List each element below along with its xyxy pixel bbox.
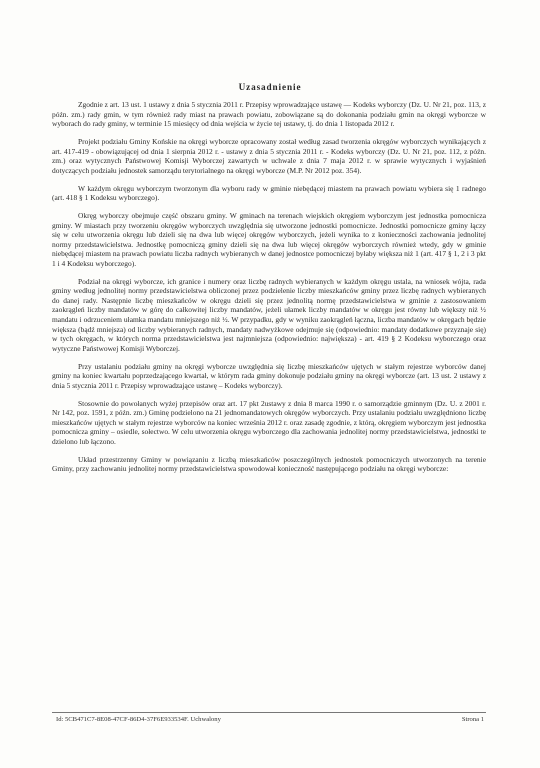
document-body [52, 100, 486, 482]
paragraph-district-scope: Okręg wyborczy obejmuje część obszaru gminy. W gminach na terenach wiejskich okręgiem wyborczym jest jednostka pomocnicza gminy. W miastach przy tworzeniu okręgów wyborczych uwzględnia się utworzone jednostki pomocnicze. Jednostki pomocnicze gminy łączy się w celu utworzenia okręgu lub dzieli się na dwa lub więcej okręgów wyborczych, jeżeli wynika to z konieczności zachowania jednolitej normy przedstawicielstwa. Jednostkę pomocniczą gminy dzieli się na dwa lub więcej okręgów wyborczych również wtedy, gdy w gminie niebędącej miastem na prawach powiatu liczba radnych wybieranych w danej jednostce pomocniczej byłaby większa niż 1 (art. 417 § 1, 2 i 3 pkt 1 i 4 Kodeksu wyborczego). [52, 210, 486, 268]
paragraph-single-councillor: W każdym okręgu wyborczym tworzonym dla wyboru rady w gminie niebędącej miastem na prawach powiatu wybiera się 1 radnego (art. 418 § 1 Kodeksu wyborczego). [52, 183, 486, 203]
document-title: Uzasadnienie [238, 82, 302, 92]
paragraph-project: Projekt podziału Gminy Końskie na okręgi wyborcze opracowany został według zasad tworzenia okręgów wyborczych wynikających z art. 417-419 - obowiązującej od dnia 1 sierpnia 2012 r. - ustawy z dnia 5 stycznia 2011 r. - Kodeks wyborczy (Dz. U. Nr 21, poz. 112, z późn. zm.) oraz wytycznych Państwowej Komisji Wyborczej zawartych w uchwale z dnia 7 maja 2012 r. w sprawie wytycznych i wyjaśnień dotyczących podziału jednostek samorządu terytorialnego na okręgi wyborcze (M.P. Nr 2012 poz. 354). [52, 136, 486, 175]
paragraph-division-rules: Podział na okręgi wyborcze, ich granice i numery oraz liczbę radnych wybieranych w każdym okręgu ustala, na wniosek wójta, rada gminy według jednolitej normy przedstawicielstwa obliczonej przez podzielenie liczby mieszkańców gminy przez liczbę radnych wybieranych do danej rady. Następnie liczbę mieszkańców w okręgu dzieli się przez jednolitą normę przedstawicielstwa w gminie z zastosowaniem zaokrągleń liczby mandatów w górę do całkowitej liczby mandatów, jeżeli ułamek liczby mandatów w okręgu jest równy lub większy niż ½ mandatu i odrzuceniem ułamka mandatu mniejszego niż ½. W przypadku, gdy w wyniku zaokrągleń łączna, liczba mandatów w okręgach będzie większa (bądź mniejsza) od liczby wybieranych radnych, mandaty nadwyżkowe odejmuje się (odpowiednio: mandaty dodatkowe przyznaje się) w tych okręgach, w których norma przedstawicielstwa jest najmniejsza (odpowiednio: największa) - art. 419 § 2 Kodeksu wyborczego oraz wytyczne Państwowej Komisji Wyborczej. [52, 276, 486, 353]
paragraph-21-districts: Stosownie do powołanych wyżej przepisów oraz art. 17 pkt 2ustawy z dnia 8 marca 1990 r. o samorządzie gminnym (Dz. U. z 2001 r. Nr 142, poz. 1591, z późn. zm.) Gminę podzielono na 21 jednomandatowych okręgów wyborczych. Przy ustalaniu podziału uwzględniono liczbę mieszkańców ujętych w stałym rejestrze wyborców na koniec września 2012 r. oraz zasadę zgodnie, z którą, okręgiem wyborczym jest jednostka pomocnicza gminy – osiedle, sołectwo. W celu utworzenia okręgu wyborczego dla zachowania jednolitej normy przedstawicielstwa, jednostki te dzielono lub łączono. [52, 398, 486, 446]
paragraph-spatial-layout: Układ przestrzenny Gminy w powiązaniu z liczbą mieszkańców poszczególnych jednostek pomocniczych utworzonych na terenie Gminy, przy zachowaniu jednolitej normy przedstawicielstwa spowodował konieczność następującego podziału na okręgi wyborcze: [52, 454, 486, 474]
paragraph-voter-register: Przy ustalaniu podziału gminy na okręgi wyborcze uwzględnia się liczbę mieszkańców ujętych w stałym rejestrze wyborców danej gminy na koniec kwartału poprzedzającego kwartał, w którym rada gminy dokonuje podziału gminy na okręgi wyborcze (art. 13 ust. 2 ustawy z dnia 5 stycznia 2011 r. Przepisy wprowadzające ustawę – Kodeks wyborczy). [52, 361, 486, 390]
footer-divider [52, 712, 486, 713]
paragraph-legal-basis: Zgodnie z art. 13 ust. 1 ustawy z dnia 5 stycznia 2011 r. Przepisy wprowadzające ustawę — Kodeks wyborczy (Dz. U. Nr 21, poz. 113, z późn. zm.) rady gmin, w tym również rady miast na prawach powiatu, zobowiązane są do dokonania podziału gmin na okręgi wyborcze w wyborach do rady gminy, w terminie 15 miesięcy od dnia wejścia w życie tej ustawy, tj. do dnia 1 listopada 2012 r. [52, 100, 486, 129]
footer-page-number: Strona 1 [461, 716, 484, 723]
footer-document-id: Id: 5CB471C7-8E08-47CF-86D4-37F6E933534F. Uchwalony [56, 716, 221, 723]
